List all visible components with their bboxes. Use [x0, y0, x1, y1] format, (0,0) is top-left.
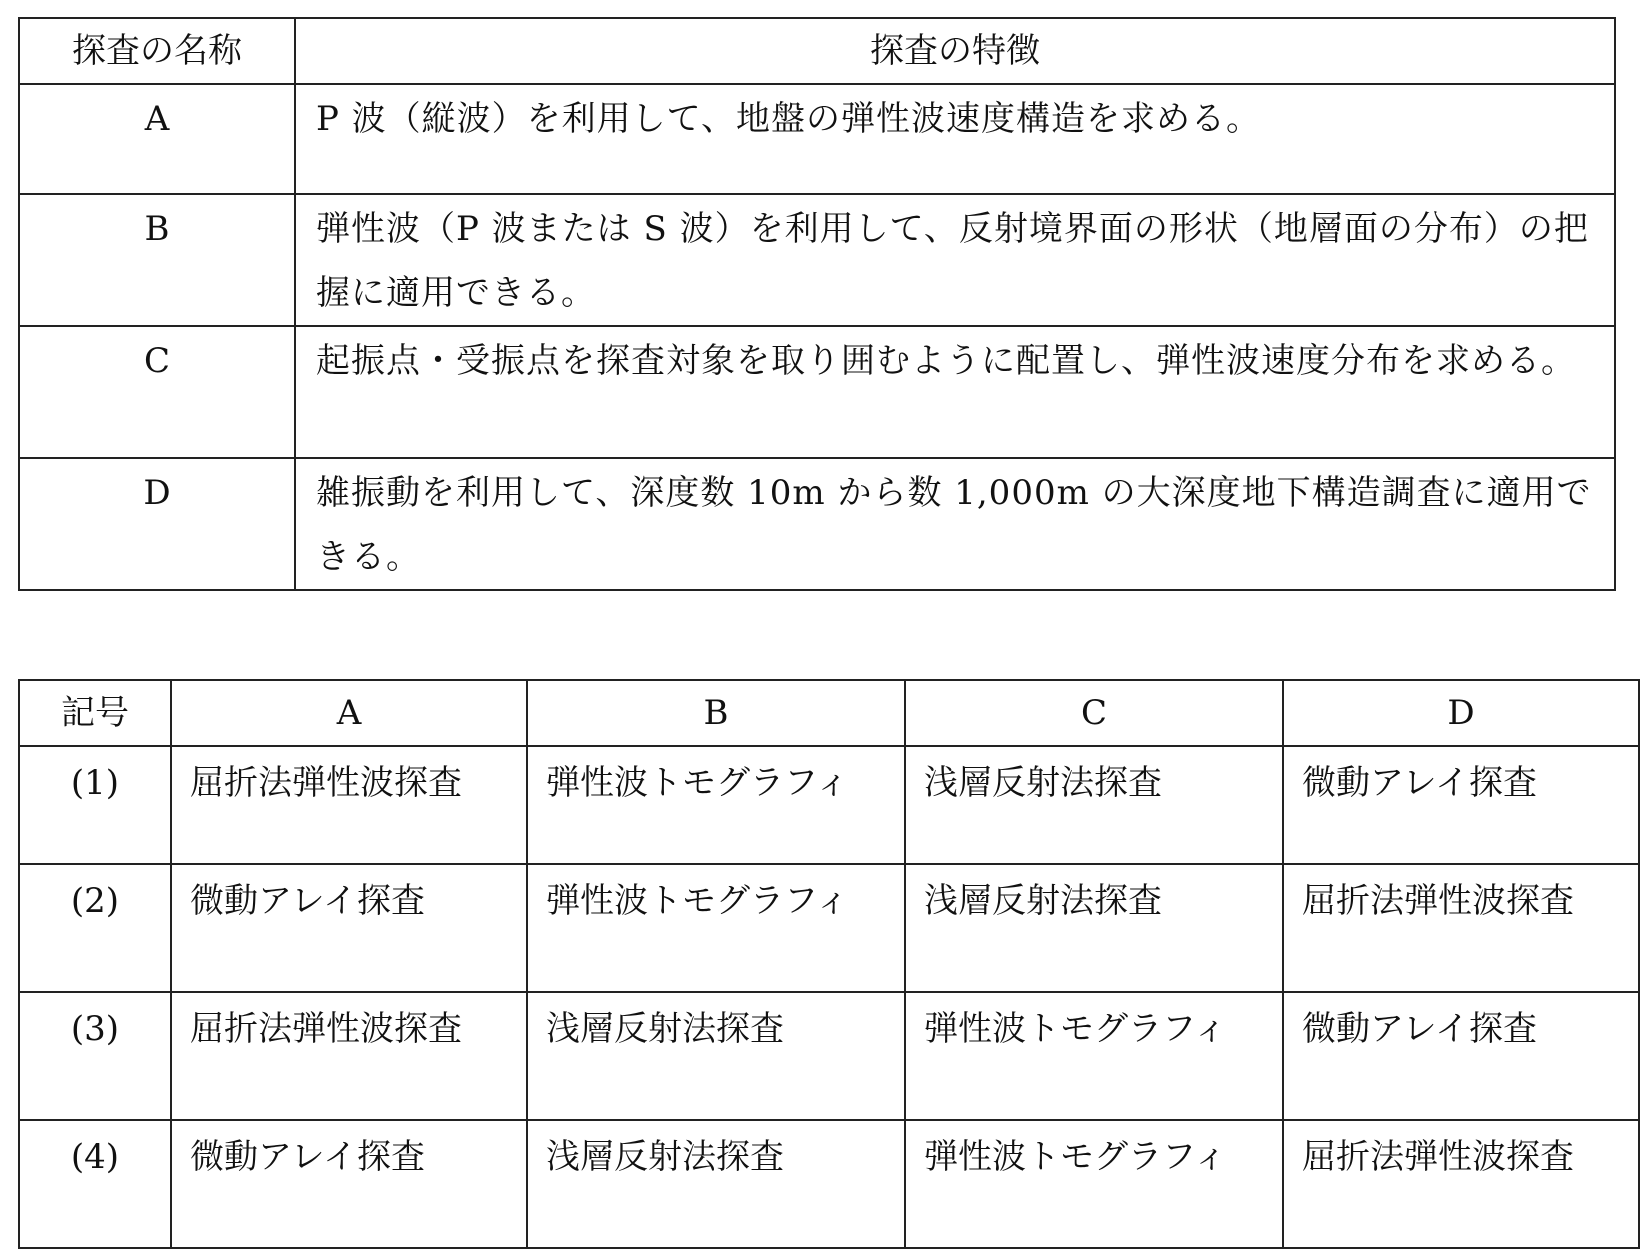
option-cell: 浅層反射法探査 [905, 746, 1283, 864]
answer-option-2 [19, 864, 1639, 992]
survey-row-b [19, 194, 1615, 326]
answer-choices-table [18, 679, 1640, 1249]
option-cell: 微動アレイ探査 [1283, 992, 1639, 1120]
option-cell: 微動アレイ探査 [171, 1120, 527, 1248]
option-cell: 屈折法弾性波探査 [1283, 864, 1639, 992]
option-cell: 弾性波トモグラフィ [905, 1120, 1283, 1248]
option-cell: 弾性波トモグラフィ [527, 746, 905, 864]
survey-row-a [19, 84, 1615, 194]
option-label: (1) [19, 746, 171, 864]
option-cell: 浅層反射法探査 [527, 992, 905, 1120]
survey-feature-cell: 弾性波（P 波または S 波）を利用して、反射境界面の形状（地層面の分布）の把握に適用できる。 [295, 194, 1615, 326]
option-cell: 微動アレイ探査 [171, 864, 527, 992]
option-cell: 屈折法弾性波探査 [171, 746, 527, 864]
answer-option-3 [19, 992, 1639, 1120]
survey-name-cell: B [19, 194, 295, 326]
survey-name-cell: C [19, 326, 295, 458]
option-cell: 浅層反射法探査 [527, 1120, 905, 1248]
survey-name-cell: A [19, 84, 295, 194]
survey-feature-cell: 雑振動を利用して、深度数 10m から数 1,000m の大深度地下構造調査に適用できる。 [295, 458, 1615, 590]
survey-features-table [18, 17, 1616, 591]
survey-feature-cell: P 波（縦波）を利用して、地盤の弾性波速度構造を求める。 [295, 84, 1615, 194]
answer-option-4 [19, 1120, 1639, 1248]
answer-header-row [19, 680, 1639, 746]
option-label: (4) [19, 1120, 171, 1248]
option-label: (2) [19, 864, 171, 992]
answer-option-1 [19, 746, 1639, 864]
column-a-header: A [171, 680, 527, 746]
survey-row-d [19, 458, 1615, 590]
option-cell: 浅層反射法探査 [905, 864, 1283, 992]
survey-name-header: 探査の名称 [19, 18, 295, 84]
survey-name-cell: D [19, 458, 295, 590]
option-label: (3) [19, 992, 171, 1120]
column-d-header: D [1283, 680, 1639, 746]
option-cell: 弾性波トモグラフィ [905, 992, 1283, 1120]
survey-feature-cell: 起振点・受振点を探査対象を取り囲むように配置し、弾性波速度分布を求める。 [295, 326, 1615, 458]
option-cell: 屈折法弾性波探査 [171, 992, 527, 1120]
option-cell: 屈折法弾性波探査 [1283, 1120, 1639, 1248]
survey-feature-header: 探査の特徴 [295, 18, 1615, 84]
option-cell: 微動アレイ探査 [1283, 746, 1639, 864]
symbol-header: 記号 [19, 680, 171, 746]
option-cell: 弾性波トモグラフィ [527, 864, 905, 992]
column-c-header: C [905, 680, 1283, 746]
survey-header-row [19, 18, 1615, 84]
survey-row-c [19, 326, 1615, 458]
column-b-header: B [527, 680, 905, 746]
